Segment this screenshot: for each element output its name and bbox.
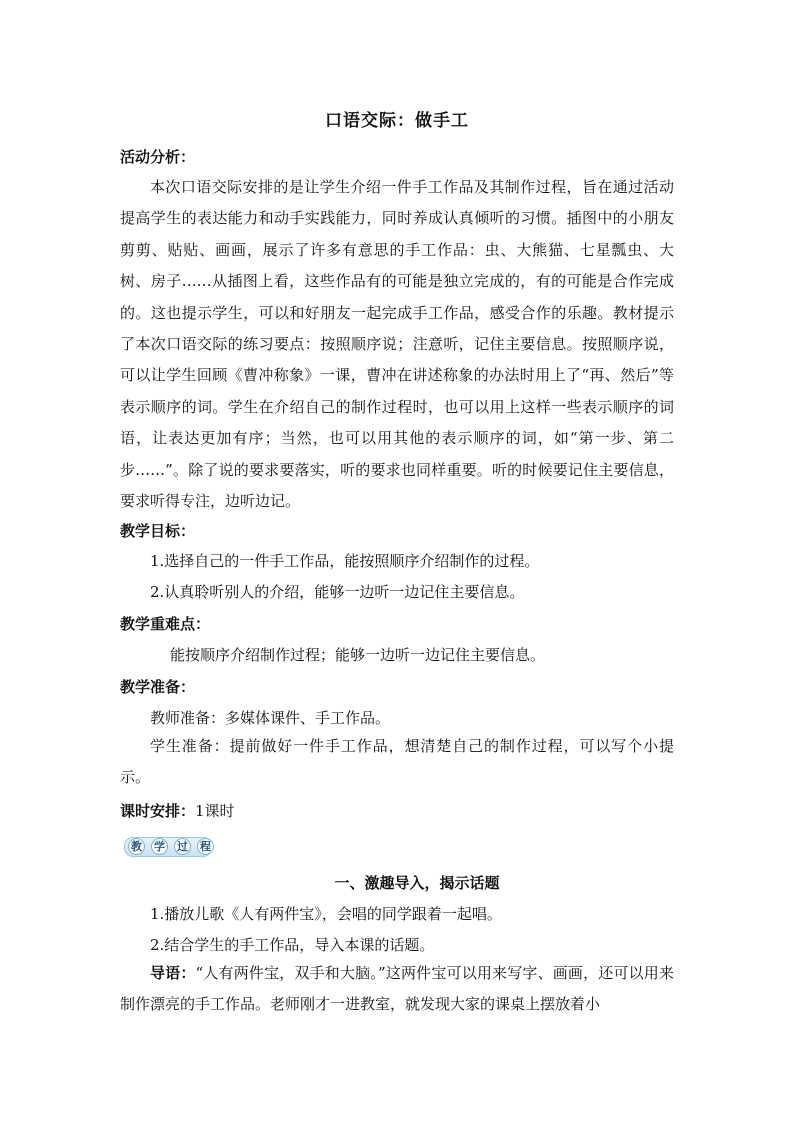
key-difficulty-text: 能按顺序介绍制作过程；能够一边听一边记住主要信息。 — [170, 646, 546, 664]
teaching-goals-heading: 教学目标： — [120, 522, 196, 540]
step-2: 2.结合学生的手工作品，导入本课的话题。 — [150, 936, 435, 954]
goal-2: 2.认真聆听别人的介绍，能够一边听一边记住主要信息。 — [150, 583, 525, 601]
schedule-line — [120, 800, 235, 821]
intro-paragraph — [120, 958, 674, 1021]
schedule-label: 课时安排： — [120, 802, 196, 820]
student-prep: 学生准备：提前做好一件手工作品，想清楚自己的制作过程，可以写个小提示。 — [120, 737, 674, 787]
badge-char: 程 — [197, 838, 214, 855]
section-1-title: 一、激趣导入，揭示话题 — [334, 874, 500, 892]
intro-text: “人有两件宝，双手和大脑。”这两件宝可以用来写字、画画，还可以用来制作漂亮的手工作品。老师刚才一进教室，就发现大家的课桌上摆放着小 — [120, 964, 674, 1014]
document-title: 口语交际：做手工 — [325, 111, 469, 131]
step-1: 1.播放儿歌《人有两件宝》，会唱的同学跟着一起唱。 — [150, 905, 502, 923]
badge-char: 过 — [174, 838, 191, 855]
goal-1: 1.选择自己的一件手工作品，能按照顺序介绍制作的过程。 — [150, 552, 540, 570]
activity-analysis-paragraph: 本次口语交际安排的是让学生介绍一件手工作品及其制作过程，旨在通过活动提高学生的表达能力和动手实践能力，同时养成认真倾听的习惯。插图中的小朋友剪剪、贴贴、画画，展示了许多有意思的手工作品：虫、大熊猫、七星瓢虫、大树、房子……从插图上看，这些作品有的可能是独立完成的，有的可能是合作完成的。这也提示学生，可以和好朋友一起完成手工作品，感受合作的乐趣。教材提示了本次口语交际的练习要点：按照顺序说；注意听，记住主要信息。按照顺序说，可以让学生回顾《曹冲称象》一课，曹冲在讲述称象的办法时用上了“再、然后”等表示顺序的词。学生在介绍自己的制作过程时，也可以用上这样一些表示顺序的词语，让表达更加有序；当然，也可以用其他的表示顺序的词，如“第一步、第二步……”。除了说的要求要落实，听的要求也同样重要。听的时候要记住主要信息，要求听得专注，边听边记。 — [120, 178, 674, 511]
teaching-process-badge — [124, 834, 214, 858]
teaching-prep-heading: 教学准备： — [120, 678, 196, 696]
badge-char: 教 — [128, 838, 145, 855]
intro-label: 导语： — [150, 964, 196, 982]
teacher-prep: 教师准备：多媒体课件、手工作品。 — [150, 709, 391, 727]
activity-analysis-heading: 活动分析： — [120, 148, 196, 166]
badge-char: 学 — [151, 838, 168, 855]
schedule-value: 1课时 — [195, 802, 235, 820]
key-difficulty-heading: 教学重难点： — [120, 615, 211, 633]
